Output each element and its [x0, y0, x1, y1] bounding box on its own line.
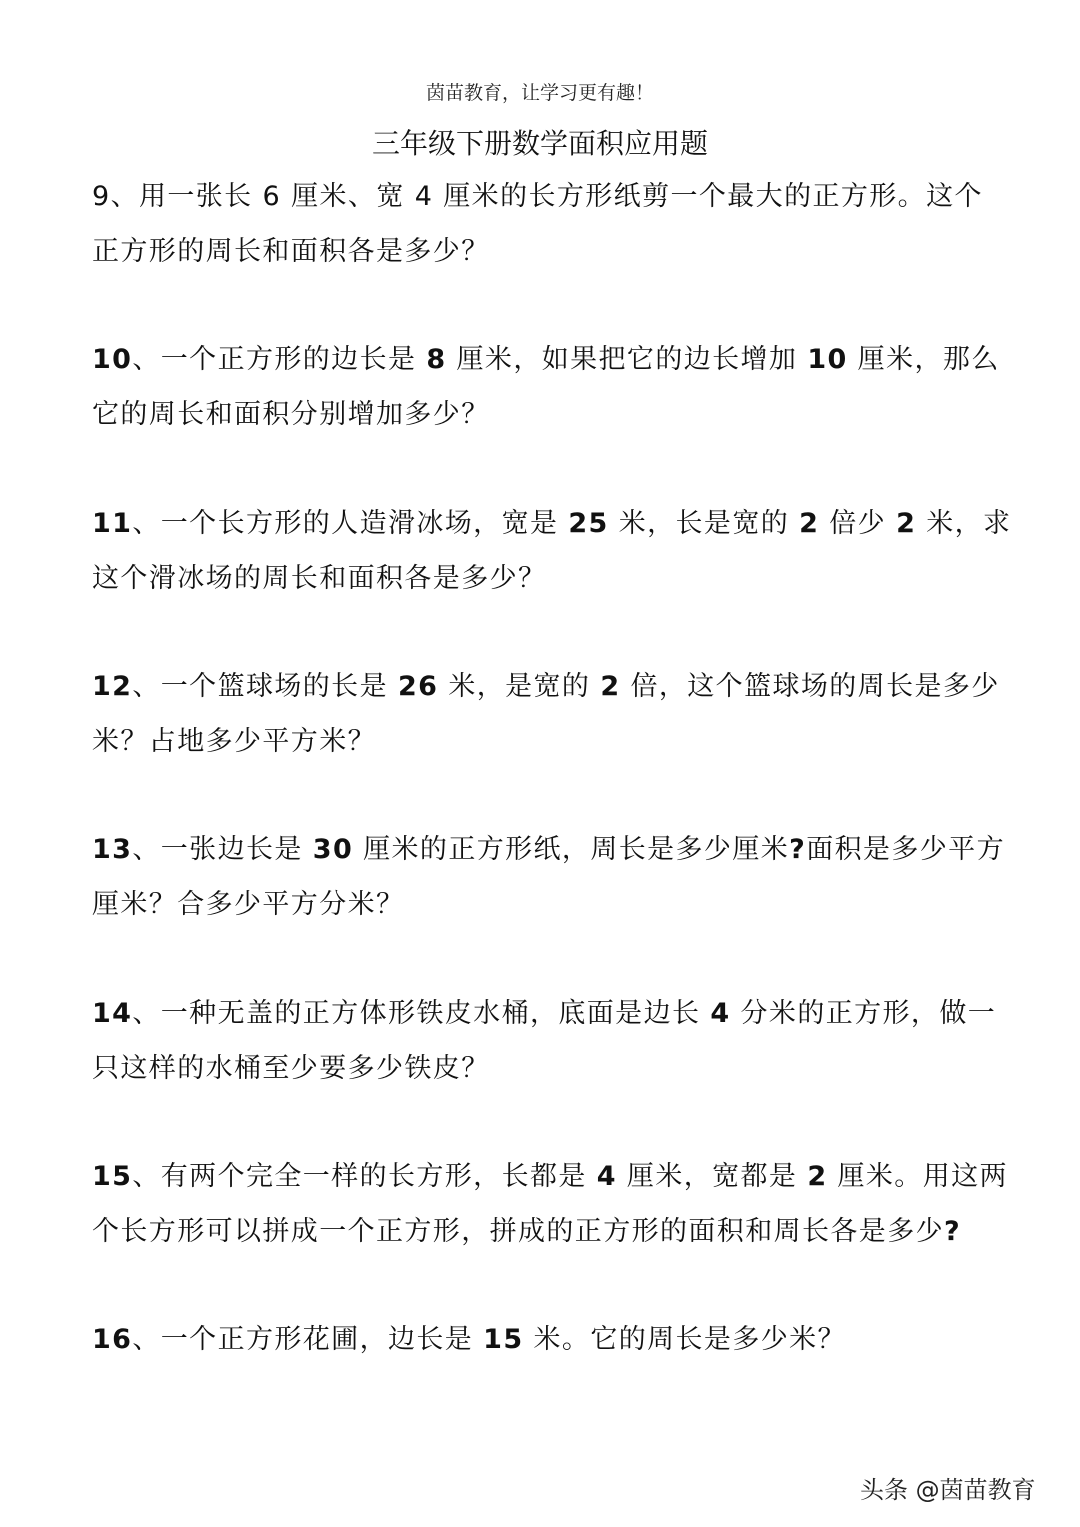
question-line: 16、一个正方形花圃，边长是 15 米。它的周长是多少米？	[92, 1324, 846, 1356]
page-title: 三年级下册数学面积应用题	[371, 127, 708, 160]
question-line: 它的周长和面积分别增加多少？	[92, 399, 490, 431]
question-11	[92, 507, 1012, 617]
question-line: 14、一种无盖的正方体形铁皮水桶，底面是边长 4 分米的正方形，做一	[92, 997, 997, 1029]
question-13	[92, 833, 1005, 943]
question-line: 只这样的水桶至少要多少铁皮？	[92, 1052, 490, 1084]
question-16	[92, 1323, 1002, 1378]
question-line: 15、有两个完全一样的长方形，长都是 4 厘米，宽都是 2 厘米。用这两	[92, 1160, 1008, 1192]
question-line: 个长方形可以拼成一个正方形，拼成的正方形的面积和周长各是多少?	[92, 1215, 962, 1247]
question-line: 厘米？合多少平方分米？	[92, 889, 405, 921]
question-15	[92, 1160, 1008, 1270]
question-14	[92, 997, 1002, 1107]
question-line: 10、一个正方形的边长是 8 厘米，如果把它的边长增加 10 厘米，那么	[92, 344, 1000, 376]
question-9	[92, 180, 1002, 290]
question-line: 这个滑冰场的周长和面积各是多少？	[92, 562, 547, 594]
question-line: 11、一个长方形的人造滑冰场，宽是 25 米，长是宽的 2 倍少 2 米，求	[92, 507, 1012, 539]
question-12	[92, 670, 1002, 780]
question-line: 13、一张边长是 30 厘米的正方形纸，周长是多少厘米?面积是多少平方	[92, 834, 1005, 866]
question-line: 米？占地多少平方米？	[92, 725, 376, 757]
header-slogan: 茵苗教育，让学习更有趣！	[425, 82, 654, 104]
question-10	[92, 343, 1002, 453]
question-line: 12、一个篮球场的长是 26 米，是宽的 2 倍，这个篮球场的周长是多少	[92, 670, 1000, 702]
watermark: 头条 @茵苗教育	[860, 1476, 1036, 1504]
question-line: 9、用一张长 6 厘米、宽 4 厘米的长方形纸剪一个最大的正方形。这个	[92, 181, 983, 212]
question-line: 正方形的周长和面积各是多少？	[92, 236, 490, 267]
